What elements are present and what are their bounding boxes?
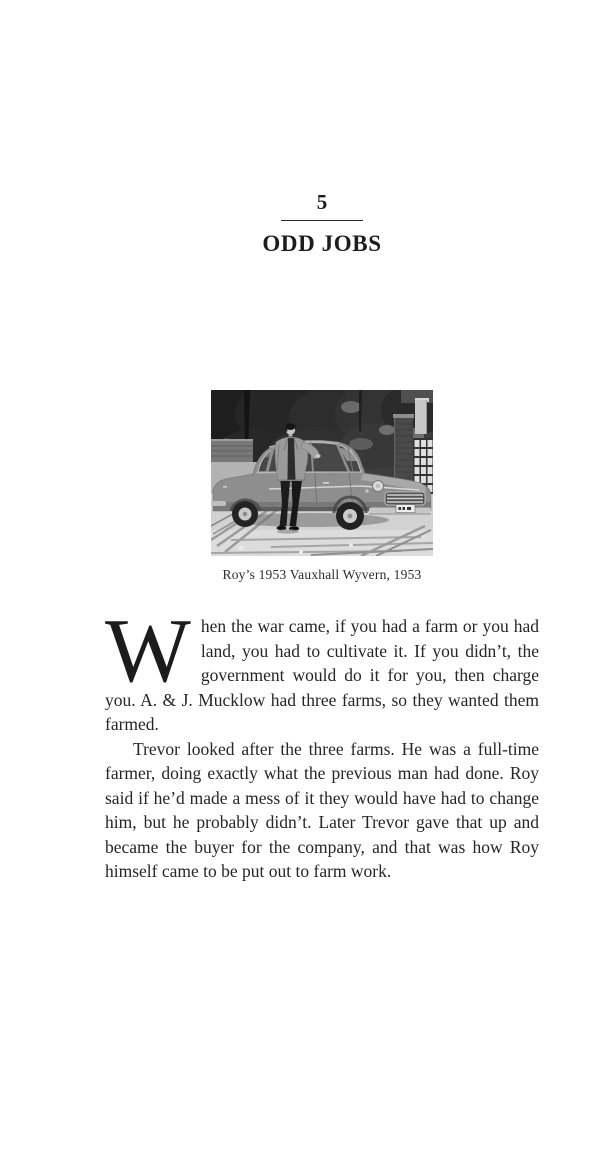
chapter-photo [105, 390, 539, 583]
left-brick-wall [211, 439, 253, 462]
rear-bumper [211, 501, 226, 506]
chapter-title: ODD JOBS [262, 231, 382, 256]
chapter-number: 5 [316, 190, 328, 214]
photo-caption: Roy’s 1953 Vauxhall Wyvern, 1953 [222, 567, 422, 582]
text-block [0, 192, 600, 884]
paragraph-second: Trevor looked after the three farms. He was a full-time farmer, doing exactly what the previous man had done. Roy said if he’d made a mess of it they would have had to change him, but he probably didn’t. Later Trevor gave that up and became the buyer for the company, and that was how Roy himself came to be put out to farm work. [105, 738, 539, 881]
paragraph-first-text: hen the war came, if you had a farm or you had land, you had to cultivate it. If you didn’t, the government would do it for you, then charge you. A. & J. Mucklow had three farms, so they wanted them farmed. [105, 616, 539, 734]
photo-illustration [211, 390, 433, 556]
drop-cap: W [105, 600, 191, 701]
photo-frame [211, 390, 433, 556]
book-page [0, 192, 600, 1152]
chapter-rule-divider [281, 220, 363, 221]
paragraph-first [105, 600, 539, 737]
